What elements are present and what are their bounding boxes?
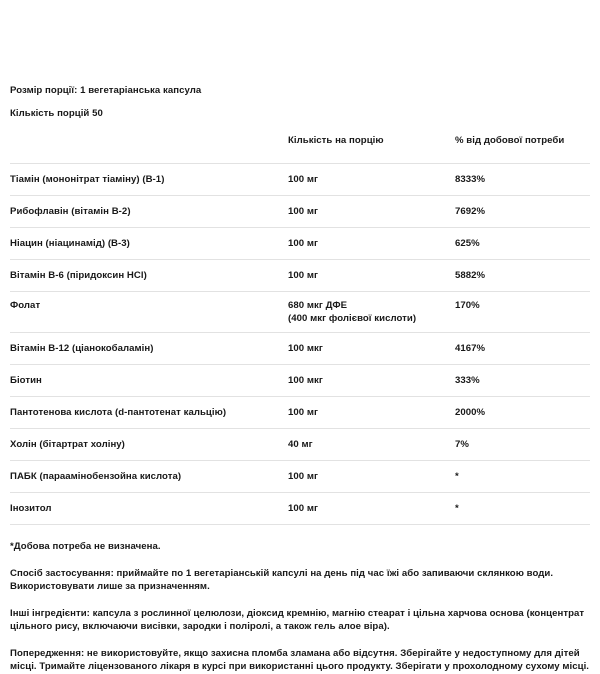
nutrient-name: ПАБК (параамінобензойна кислота) — [10, 461, 288, 493]
nutrient-amount: 100 мг — [288, 397, 455, 429]
nutrient-name: Вітамін B-6 (піридоксин HCl) — [10, 260, 288, 292]
column-header-daily-value: % від добової потреби — [455, 134, 590, 164]
nutrient-amount: 40 мг — [288, 429, 455, 461]
nutrient-daily-value: * — [455, 493, 590, 525]
nutrient-name: Біотин — [10, 365, 288, 397]
nutrient-name: Холін (бітартрат холіну) — [10, 429, 288, 461]
directions-text: Спосіб застосування: приймайте по 1 вегетаріанській капсулі на день під час їжі або запиваючи склянкою води. Використовувати лише за призначенням. — [10, 567, 554, 592]
other-ingredients-text: Інші інгредієнти: капсула з рослинної целюлози, діоксид кремнію, магнію стеарат і цільна харчова основа (концентрат цільного рису, включаючи висівки, зародки і поліролі, а також гель алое віра). — [10, 607, 585, 632]
servings-per-container-line: Кількість порцій 50 — [10, 108, 103, 119]
nutrient-amount: 100 мг — [288, 196, 455, 228]
nutrient-amount: 100 мг — [288, 461, 455, 493]
table-row — [10, 260, 590, 292]
nutrient-daily-value: 625% — [455, 228, 590, 260]
nutrient-amount: 100 мкг — [288, 365, 455, 397]
table-row — [10, 365, 590, 397]
nutrient-name: Фолат — [10, 292, 288, 333]
column-header-amount-per-serving: Кількість на порцію — [288, 134, 455, 164]
nutrient-name: Ніацин (ніацинамід) (B-3) — [10, 228, 288, 260]
nutrient-amount-primary: 680 мкг ДФЕ — [288, 300, 348, 311]
nutrient-name: Тіамін (мононітрат тіаміну) (B-1) — [10, 164, 288, 196]
table-row — [10, 333, 590, 365]
serving-size-line: Розмір порції: 1 вегетаріанська капсула — [10, 85, 202, 96]
supplement-facts-table — [10, 134, 590, 525]
nutrient-name: Пантотенова кислота (d-пантотенат кальцію) — [10, 397, 288, 429]
table-row — [10, 461, 590, 493]
nutrient-daily-value: 7% — [455, 429, 590, 461]
nutrient-amount: 100 мкг — [288, 333, 455, 365]
table-row — [10, 196, 590, 228]
nutrient-amount: 100 мг — [288, 493, 455, 525]
nutrient-amount — [288, 292, 455, 333]
table-row — [10, 164, 590, 196]
table-row — [10, 429, 590, 461]
nutrient-amount-secondary: (400 мкг фолієвої кислоти) — [288, 313, 417, 324]
nutrient-amount: 100 мг — [288, 228, 455, 260]
table-header-row — [10, 134, 590, 164]
table-row — [10, 292, 590, 333]
nutrient-daily-value: 5882% — [455, 260, 590, 292]
table-row — [10, 493, 590, 525]
table-header — [10, 134, 590, 164]
nutrient-name: Рибофлавін (вітамін B-2) — [10, 196, 288, 228]
nutrient-daily-value: 7692% — [455, 196, 590, 228]
nutrient-daily-value: 333% — [455, 365, 590, 397]
nutrient-daily-value: 8333% — [455, 164, 590, 196]
column-header-nutrient — [10, 134, 288, 164]
table-row — [10, 397, 590, 429]
nutrient-daily-value: 2000% — [455, 397, 590, 429]
nutrient-name: Інозитол — [10, 493, 288, 525]
table-row — [10, 228, 590, 260]
nutrient-amount: 100 мг — [288, 164, 455, 196]
nutrient-daily-value: 4167% — [455, 333, 590, 365]
serving-info — [10, 84, 590, 120]
nutrient-name: Вітамін B-12 (ціанокобаламін) — [10, 333, 288, 365]
nutrient-amount: 100 мг — [288, 260, 455, 292]
table-body — [10, 164, 590, 525]
footnotes-section — [10, 525, 590, 674]
nutrient-daily-value: * — [455, 461, 590, 493]
nutrient-daily-value: 170% — [455, 292, 590, 333]
daily-value-footnote: *Добова потреба не визначена. — [10, 541, 161, 552]
warning-text: Попередження: не використовуйте, якщо захисна пломба зламана або відсутня. Зберігайте у недоступному для дітей місці. Тримайте ліцензованого лікаря в курсі при використанні цього продукту. Зберігати у прохолодному сухому місці. — [10, 647, 590, 672]
